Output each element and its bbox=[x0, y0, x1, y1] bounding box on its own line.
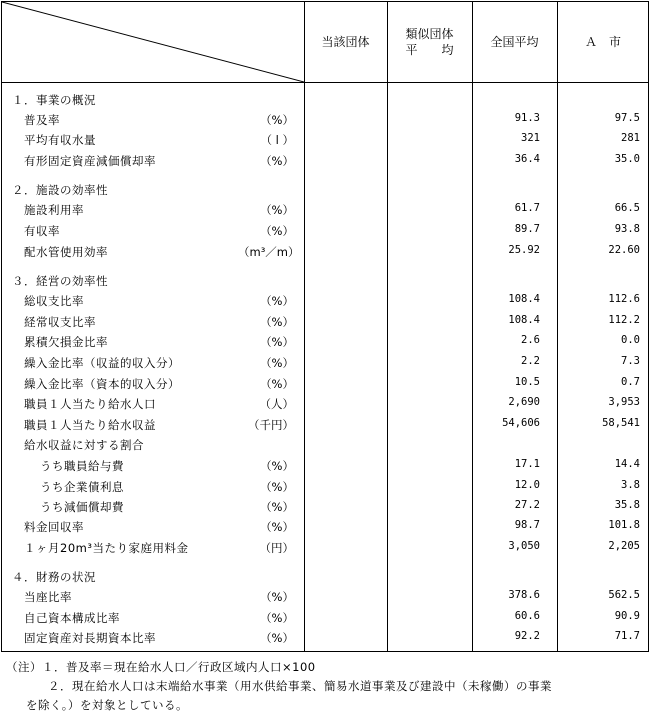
city-a-value: 0.7 bbox=[621, 376, 640, 388]
table-row bbox=[2, 455, 648, 475]
city-a-value: 14.4 bbox=[614, 458, 640, 470]
city-a-value: 281 bbox=[621, 132, 640, 144]
row-label: 料金回収率 bbox=[24, 520, 84, 534]
table-row bbox=[2, 476, 648, 496]
row-unit: （%） bbox=[260, 203, 294, 217]
note-line-2: ２．現在給水人口は末端給水事業（用水供給事業、簡易水道事業及び建設中（未稼働）の事業 bbox=[48, 679, 552, 693]
row-unit: （%） bbox=[260, 631, 294, 645]
row-label: 職員１人当たり給水収益 bbox=[24, 418, 156, 432]
city-a-value: 2,205 bbox=[608, 540, 640, 552]
city-a-value: 112.2 bbox=[608, 314, 640, 326]
row-unit: （m³／m） bbox=[238, 245, 300, 259]
row-label: 固定資産対長期資本比率 bbox=[24, 631, 156, 645]
city-a-value: 35.8 bbox=[614, 499, 640, 511]
national-average-value: 25.92 bbox=[508, 244, 540, 256]
row-unit: （%） bbox=[260, 590, 294, 604]
row-label: 繰入金比率（資本的収入分） bbox=[24, 377, 180, 391]
header-col-national: 全国平均 bbox=[490, 35, 539, 49]
statistics-table bbox=[1, 1, 649, 652]
table-row bbox=[2, 373, 648, 393]
national-average-value: 89.7 bbox=[514, 223, 540, 235]
national-average-value: 98.7 bbox=[514, 519, 540, 531]
row-unit: （%） bbox=[260, 294, 294, 308]
national-average-value: 91.3 bbox=[514, 112, 540, 124]
table-row bbox=[2, 109, 648, 129]
national-average-value: 17.1 bbox=[514, 458, 540, 470]
national-average-value: 2.6 bbox=[521, 334, 540, 346]
header-col-similar-line1: 類似団体 bbox=[405, 27, 454, 41]
table-row bbox=[2, 393, 648, 413]
national-average-value: 2.2 bbox=[521, 355, 540, 367]
row-label: うち減価償却費 bbox=[40, 500, 124, 514]
city-a-value: 93.8 bbox=[614, 223, 640, 235]
row-unit: （%） bbox=[260, 356, 294, 370]
table-row bbox=[2, 129, 648, 149]
header-col-similar bbox=[387, 2, 472, 82]
row-unit: （千円） bbox=[248, 418, 294, 432]
row-label: 給水収益に対する割合 bbox=[24, 438, 144, 452]
national-average-value: 2,690 bbox=[508, 396, 540, 408]
row-label: 普及率 bbox=[24, 113, 60, 127]
row-label: 自己資本構成比率 bbox=[24, 611, 120, 625]
national-average-value: 61.7 bbox=[514, 202, 540, 214]
row-label: 当座比率 bbox=[24, 590, 72, 604]
national-average-value: 3,050 bbox=[508, 540, 540, 552]
note-line-3: を除く。）を対象としている。 bbox=[26, 698, 189, 712]
national-average-value: 36.4 bbox=[514, 153, 540, 165]
table-row bbox=[2, 331, 648, 351]
table-row bbox=[2, 414, 648, 434]
table-row bbox=[2, 89, 648, 109]
row-label: うち企業債利息 bbox=[40, 480, 124, 494]
city-a-value: 0.0 bbox=[621, 334, 640, 346]
row-unit: （%） bbox=[260, 480, 294, 494]
city-a-value: 35.0 bbox=[614, 153, 640, 165]
row-unit: （%） bbox=[260, 315, 294, 329]
row-label: 経常収支比率 bbox=[24, 315, 96, 329]
national-average-value: 12.0 bbox=[514, 479, 540, 491]
row-unit: （%） bbox=[260, 224, 294, 238]
city-a-value: 101.8 bbox=[608, 519, 640, 531]
row-unit: （%） bbox=[260, 377, 294, 391]
row-unit: （%） bbox=[260, 113, 294, 127]
city-a-value: 97.5 bbox=[614, 112, 640, 124]
national-average-value: 378.6 bbox=[508, 589, 540, 601]
row-label: 配水管使用効率 bbox=[24, 245, 108, 259]
section-heading: ３．経営の効率性 bbox=[12, 274, 108, 288]
row-label: 施設利用率 bbox=[24, 203, 84, 217]
table-row bbox=[2, 199, 648, 219]
row-label: 繰入金比率（収益的収入分） bbox=[24, 356, 180, 370]
table-row bbox=[2, 150, 648, 170]
header-col-city-a: Ａ 市 bbox=[584, 35, 621, 49]
city-a-value: 90.9 bbox=[614, 610, 640, 622]
table-row bbox=[2, 516, 648, 536]
section-heading: １．事業の概況 bbox=[12, 93, 96, 107]
table-row bbox=[2, 352, 648, 372]
national-average-value: 60.6 bbox=[514, 610, 540, 622]
city-a-value: 3,953 bbox=[608, 396, 640, 408]
city-a-value: 562.5 bbox=[608, 589, 640, 601]
row-label: 平均有収水量 bbox=[24, 133, 96, 147]
city-a-value: 71.7 bbox=[614, 630, 640, 642]
header-diagonal-line bbox=[2, 2, 304, 82]
table-row bbox=[2, 627, 648, 647]
city-a-value: 7.3 bbox=[621, 355, 640, 367]
table-row bbox=[2, 566, 648, 586]
city-a-value: 3.8 bbox=[621, 479, 640, 491]
row-unit: （%） bbox=[260, 611, 294, 625]
row-unit: （%） bbox=[260, 500, 294, 514]
table-row bbox=[2, 290, 648, 310]
national-average-value: 108.4 bbox=[508, 293, 540, 305]
row-label: 累積欠損金比率 bbox=[24, 335, 108, 349]
national-average-value: 108.4 bbox=[508, 314, 540, 326]
table-row bbox=[2, 607, 648, 627]
row-label: 有収率 bbox=[24, 224, 60, 238]
table-row bbox=[2, 311, 648, 331]
national-average-value: 27.2 bbox=[514, 499, 540, 511]
row-label: 有形固定資産減価償却率 bbox=[24, 154, 156, 168]
table-row bbox=[2, 241, 648, 261]
table-row bbox=[2, 179, 648, 199]
notes bbox=[6, 658, 552, 715]
row-unit: （ l ） bbox=[260, 133, 294, 147]
national-average-value: 54,606 bbox=[502, 417, 540, 429]
row-unit: （%） bbox=[260, 335, 294, 349]
row-unit: （%） bbox=[260, 520, 294, 534]
header-col-local: 当該団体 bbox=[321, 35, 370, 49]
national-average-value: 10.5 bbox=[514, 376, 540, 388]
row-unit: （%） bbox=[260, 154, 294, 168]
city-a-value: 112.6 bbox=[608, 293, 640, 305]
table-row bbox=[2, 496, 648, 516]
section-heading: ２．施設の効率性 bbox=[12, 183, 108, 197]
table-row bbox=[2, 220, 648, 240]
row-label: うち職員給与費 bbox=[40, 459, 124, 473]
row-label: 職員１人当たり給水人口 bbox=[24, 397, 156, 411]
section-heading: ４．財務の状況 bbox=[12, 570, 96, 584]
table-row bbox=[2, 434, 648, 454]
header-divider bbox=[2, 82, 648, 83]
table-row bbox=[2, 270, 648, 290]
row-unit: （人） bbox=[259, 397, 294, 411]
national-average-value: 321 bbox=[521, 132, 540, 144]
table-row bbox=[2, 537, 648, 557]
note-line-1: （注）１．普及率＝現在給水人口／行政区域内人口×100 bbox=[6, 660, 316, 674]
row-label: １ヶ月20m³当たり家庭用料金 bbox=[24, 541, 189, 555]
row-label: 総収支比率 bbox=[24, 294, 84, 308]
row-unit: （円） bbox=[259, 541, 294, 555]
row-unit: （%） bbox=[260, 459, 294, 473]
city-a-value: 58,541 bbox=[602, 417, 640, 429]
table-row bbox=[2, 586, 648, 606]
header-col-similar-line2: 平 均 bbox=[405, 43, 454, 57]
national-average-value: 92.2 bbox=[514, 630, 540, 642]
city-a-value: 66.5 bbox=[614, 202, 640, 214]
city-a-value: 22.60 bbox=[608, 244, 640, 256]
